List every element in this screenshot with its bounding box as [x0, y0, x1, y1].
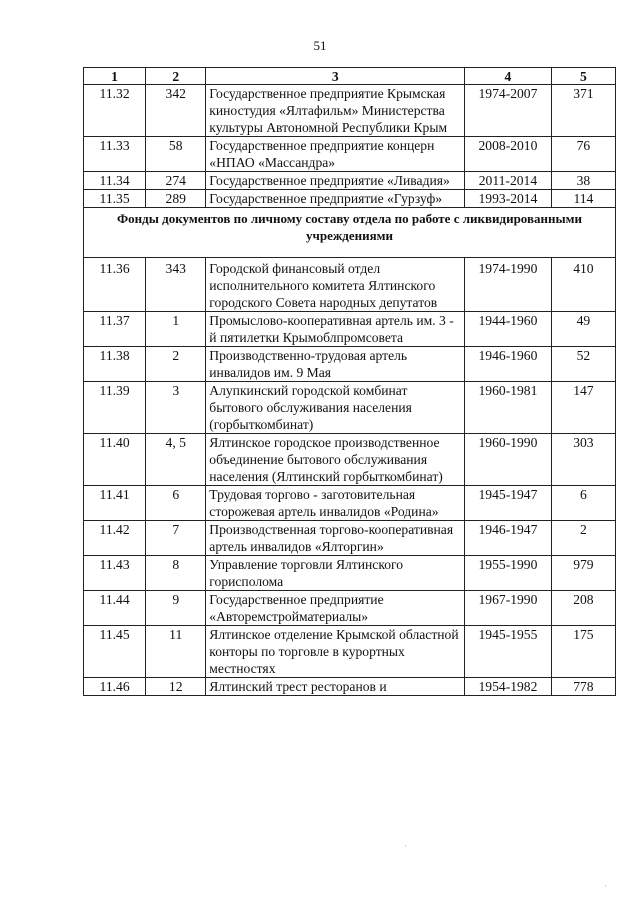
date-range: 1955-1990 — [465, 556, 552, 591]
fund-name: Промыслово-кооперативная артель им. 3 - й пятилетки Крымоблпромсовета — [206, 312, 465, 347]
fund-number: 289 — [146, 190, 206, 208]
fund-number: 4, 5 — [146, 434, 206, 486]
table-row — [84, 591, 616, 626]
table-body-top — [84, 85, 616, 208]
table-row — [84, 556, 616, 591]
fund-name: Государственное предприятие Крымская киностудия «Ялтафильм» Министерства культуры Автономной Республики Крым — [206, 85, 465, 137]
row-number: 11.38 — [84, 347, 146, 382]
fund-number: 3 — [146, 382, 206, 434]
section-title: Фонды документов по личному составу отдела по работе с ликвидированными учреждениями — [84, 208, 616, 258]
fund-number: 343 — [146, 258, 206, 312]
fund-name: Городской финансовый отдел исполнительного комитета Ялтинского городского Совета народных депутатов — [206, 258, 465, 312]
row-number: 11.34 — [84, 172, 146, 190]
table-row — [84, 521, 616, 556]
fund-name: Государственное предприятие «Гурзуф» — [206, 190, 465, 208]
fund-name: Государственное предприятие «Авторемстройматериалы» — [206, 591, 465, 626]
file-count: 778 — [551, 678, 615, 696]
fund-number: 342 — [146, 85, 206, 137]
row-number: 11.42 — [84, 521, 146, 556]
fund-name: Алупкинский городской комбинат бытового обслуживания населения (горбыткомбинат) — [206, 382, 465, 434]
fund-name: Производственная торгово-кооперативная артель инвалидов «Ялторгин» — [206, 521, 465, 556]
fund-number: 9 — [146, 591, 206, 626]
table-row — [84, 347, 616, 382]
header-col-5: 5 — [551, 68, 615, 85]
table-row — [84, 382, 616, 434]
table-row — [84, 190, 616, 208]
fund-name: Ялтинское отделение Крымской областной конторы по торговле в курортных местностях — [206, 626, 465, 678]
fund-name: Ялтинское городское производственное объединение бытового обслуживания населения (Ялтинский горбыткомбинат) — [206, 434, 465, 486]
fund-number: 1 — [146, 312, 206, 347]
table-header-row — [84, 68, 616, 85]
date-range: 2011-2014 — [465, 172, 552, 190]
fund-name: Государственное предприятие «Ливадия» — [206, 172, 465, 190]
file-count: 52 — [551, 347, 615, 382]
date-range: 1993-2014 — [465, 190, 552, 208]
date-range: 2008-2010 — [465, 137, 552, 172]
row-number: 11.33 — [84, 137, 146, 172]
fund-name: Управление торговли Ялтинского горисполома — [206, 556, 465, 591]
header-col-1: 1 — [84, 68, 146, 85]
scan-speck: · — [404, 842, 407, 851]
row-number: 11.41 — [84, 486, 146, 521]
file-count: 303 — [551, 434, 615, 486]
scan-speck: · — [604, 882, 607, 891]
table-row — [84, 678, 616, 696]
row-number: 11.39 — [84, 382, 146, 434]
fund-number: 11 — [146, 626, 206, 678]
file-count: 208 — [551, 591, 615, 626]
row-number: 11.32 — [84, 85, 146, 137]
table-row — [84, 85, 616, 137]
date-range: 1954-1982 — [465, 678, 552, 696]
table-row — [84, 312, 616, 347]
fund-number: 7 — [146, 521, 206, 556]
table-row — [84, 258, 616, 312]
row-number: 11.37 — [84, 312, 146, 347]
fund-number: 58 — [146, 137, 206, 172]
file-count: 114 — [551, 190, 615, 208]
fund-registry-table — [83, 67, 616, 696]
row-number: 11.36 — [84, 258, 146, 312]
row-number: 11.46 — [84, 678, 146, 696]
file-count: 147 — [551, 382, 615, 434]
date-range: 1967-1990 — [465, 591, 552, 626]
row-number: 11.40 — [84, 434, 146, 486]
table-row — [84, 137, 616, 172]
fund-name: Государственное предприятие концерн «НПАО «Массандра» — [206, 137, 465, 172]
date-range: 1945-1947 — [465, 486, 552, 521]
file-count: 979 — [551, 556, 615, 591]
row-number: 11.35 — [84, 190, 146, 208]
fund-number: 6 — [146, 486, 206, 521]
fund-number: 12 — [146, 678, 206, 696]
section-body — [84, 208, 616, 258]
table-row — [84, 434, 616, 486]
row-number: 11.43 — [84, 556, 146, 591]
date-range: 1945-1955 — [465, 626, 552, 678]
fund-name: Трудовая торгово - заготовительная сторожевая артель инвалидов «Родина» — [206, 486, 465, 521]
row-number: 11.45 — [84, 626, 146, 678]
file-count: 175 — [551, 626, 615, 678]
file-count: 6 — [551, 486, 615, 521]
row-number: 11.44 — [84, 591, 146, 626]
fund-number: 2 — [146, 347, 206, 382]
file-count: 49 — [551, 312, 615, 347]
table-row — [84, 172, 616, 190]
file-count: 2 — [551, 521, 615, 556]
date-range: 1974-1990 — [465, 258, 552, 312]
header-col-2: 2 — [146, 68, 206, 85]
page-number: 51 — [313, 38, 327, 53]
table-row — [84, 486, 616, 521]
file-count: 38 — [551, 172, 615, 190]
date-range: 1946-1947 — [465, 521, 552, 556]
section-header-row — [84, 208, 616, 258]
fund-number: 8 — [146, 556, 206, 591]
table-row — [84, 626, 616, 678]
header-col-4: 4 — [465, 68, 552, 85]
header-col-3: 3 — [206, 68, 465, 85]
date-range: 1946-1960 — [465, 347, 552, 382]
file-count: 76 — [551, 137, 615, 172]
fund-name: Производственно-трудовая артель инвалидов им. 9 Мая — [206, 347, 465, 382]
file-count: 371 — [551, 85, 615, 137]
date-range: 1974-2007 — [465, 85, 552, 137]
date-range: 1960-1981 — [465, 382, 552, 434]
file-count: 410 — [551, 258, 615, 312]
fund-number: 274 — [146, 172, 206, 190]
date-range: 1944-1960 — [465, 312, 552, 347]
date-range: 1960-1990 — [465, 434, 552, 486]
fund-name: Ялтинский трест ресторанов и — [206, 678, 465, 696]
table-body-bottom — [84, 258, 616, 696]
